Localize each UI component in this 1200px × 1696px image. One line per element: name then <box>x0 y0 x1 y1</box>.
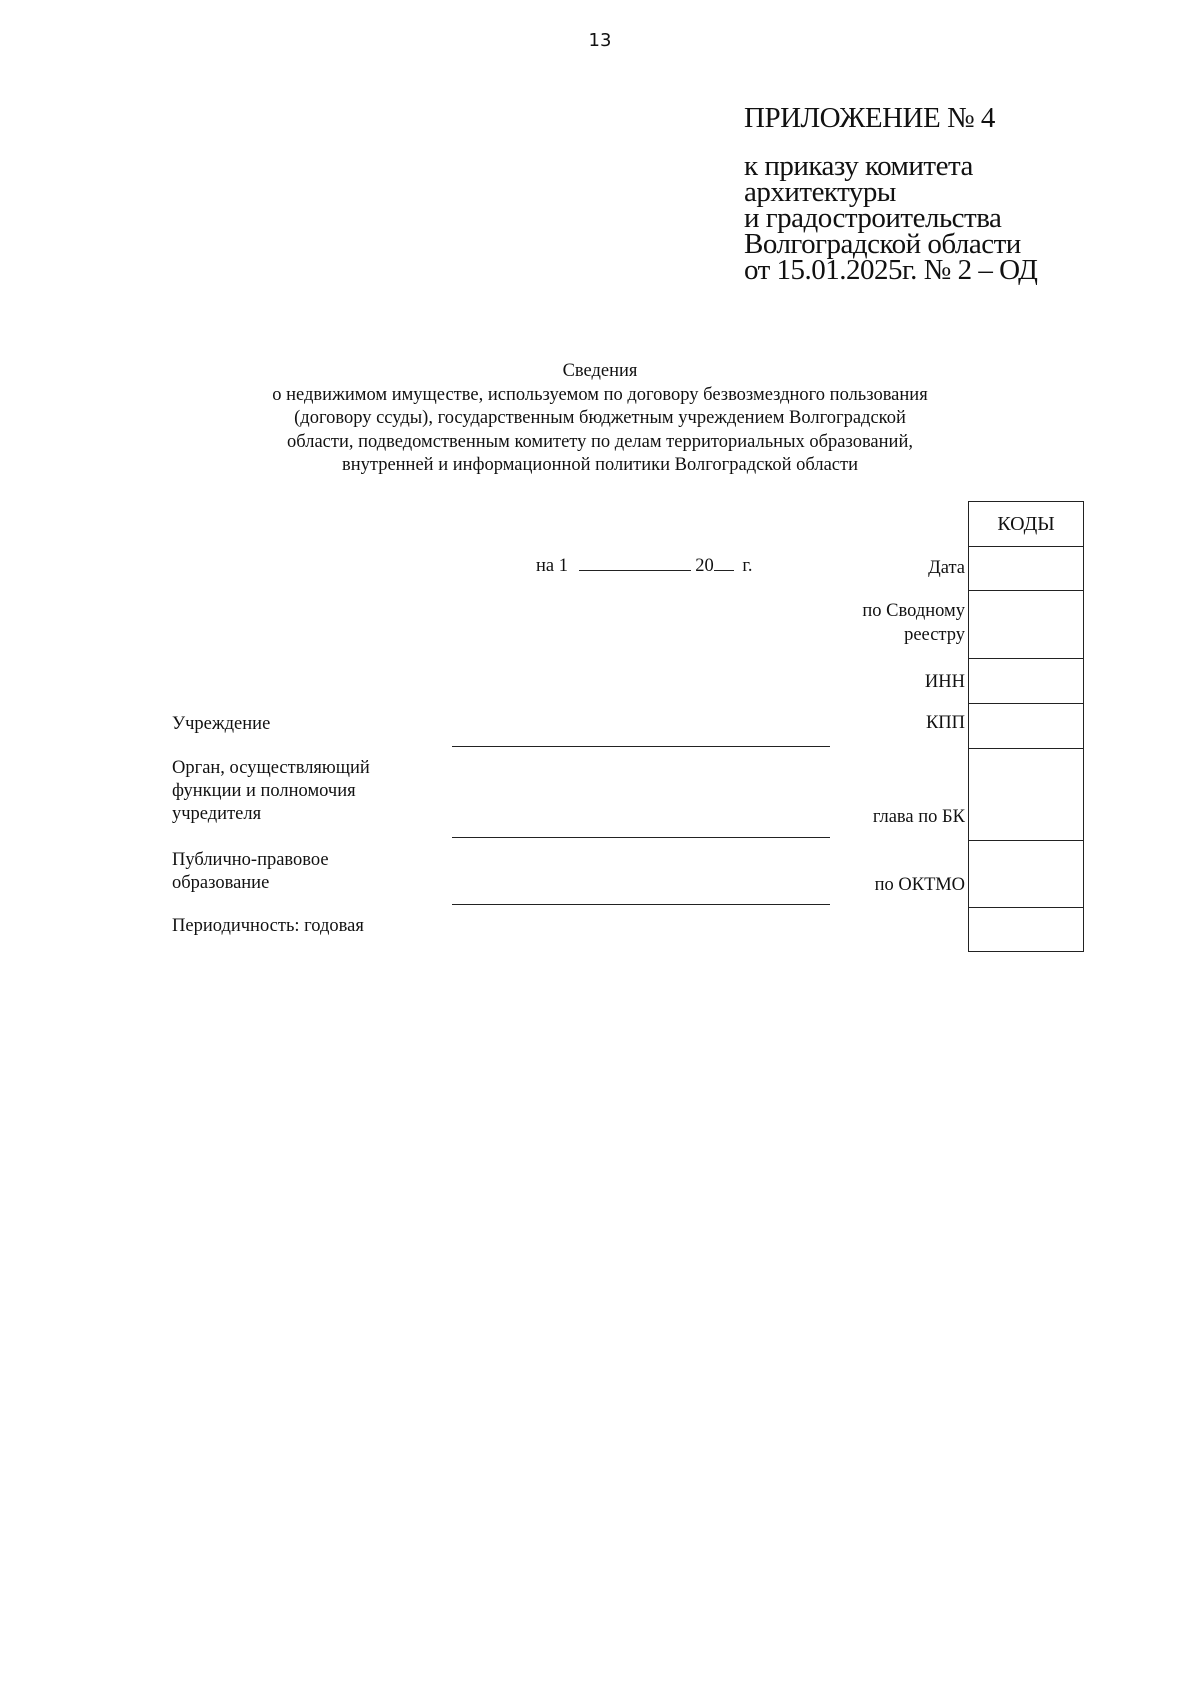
codes-table <box>968 501 1084 952</box>
appendix-line: и градостроительства <box>744 202 1002 234</box>
institution-field-line[interactable] <box>452 746 830 747</box>
title-line: (договору ссуды), государственным бюджетным учреждением Волгоградской <box>294 408 906 428</box>
codes-header: КОДЫ <box>997 513 1055 535</box>
public-entity-field-line[interactable] <box>452 904 830 905</box>
date-suffix: г. <box>742 556 753 576</box>
document-title <box>150 360 1050 478</box>
appendix-block <box>744 102 1164 286</box>
date-prefix: на 1 <box>536 556 568 576</box>
title-line: о недвижимом имуществе, используемом по договору безвозмездного пользования <box>272 384 928 405</box>
date-day-month-blank[interactable] <box>579 569 691 571</box>
code-cell-date[interactable] <box>969 546 1083 590</box>
appendix-line: к приказу комитета <box>744 150 973 182</box>
appendix-heading: ПРИЛОЖЕНИЕ № 4 <box>744 102 995 134</box>
code-cell-inn[interactable] <box>969 658 1083 703</box>
page-number: 13 <box>588 30 612 51</box>
code-cell-extra[interactable] <box>969 907 1083 951</box>
founder-body-field-line[interactable] <box>452 837 830 838</box>
label-inn: ИНН <box>924 672 965 692</box>
label-institution: Учреждение <box>172 714 271 734</box>
title-line: внутренней и информационной политики Волгоградской области <box>342 455 858 475</box>
label-kpp: КПП <box>925 713 965 733</box>
title-heading: Сведения <box>562 361 638 381</box>
appendix-line: Волгоградской области <box>744 228 1021 260</box>
appendix-line: от 15.01.2025г. № 2 – ОД <box>744 254 1038 286</box>
report-date-line <box>536 556 753 577</box>
label-public-entity: Публично-правовое образование <box>172 850 329 893</box>
label-oktmo: по ОКТМО <box>874 875 965 895</box>
date-year-prefix: 20 <box>695 556 714 576</box>
label-periodicity: Периодичность: годовая <box>172 916 364 936</box>
date-year-blank[interactable] <box>714 569 734 571</box>
code-cell-consolidated-register[interactable] <box>969 590 1083 658</box>
code-cell-oktmo[interactable] <box>969 840 1083 907</box>
appendix-line: архитектуры <box>744 176 896 208</box>
code-cell-kpp[interactable] <box>969 703 1083 748</box>
code-cell-budget-chapter[interactable] <box>969 748 1083 840</box>
title-line: области, подведомственным комитету по делам территориальных образований, <box>287 431 913 452</box>
label-founder-body: Орган, осуществляющий функции и полномочия учредителя <box>172 758 370 824</box>
label-date: Дата <box>928 558 965 578</box>
label-consolidated-register: по Сводному реестру <box>862 601 965 645</box>
label-budget-chapter: глава по БК <box>872 807 965 827</box>
